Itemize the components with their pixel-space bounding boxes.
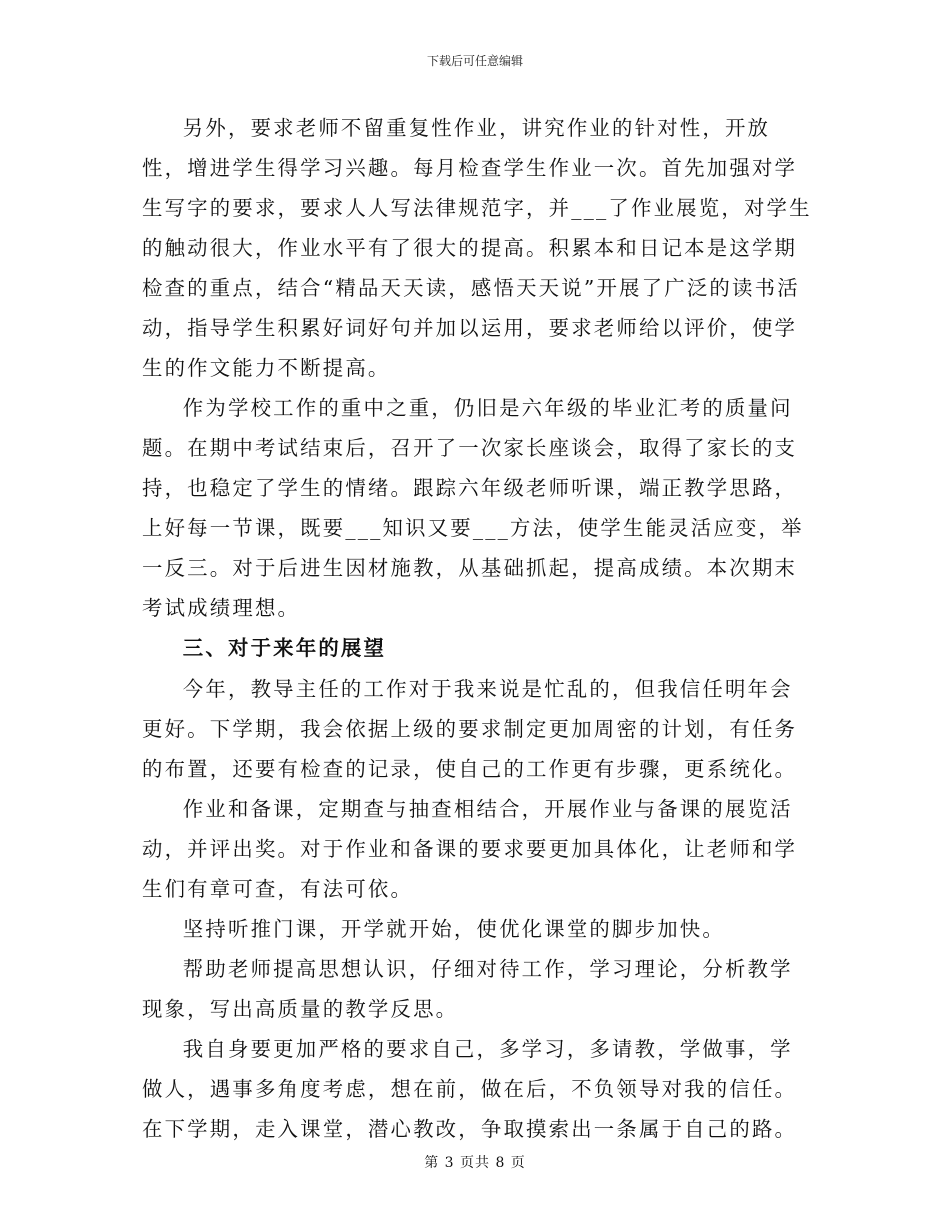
page-header: 下载后可任意编辑: [426, 54, 523, 68]
body-paragraph: 今年，教导主任的工作对于我来说是忙乱的，但我信任明年会更好。下学期，我会依据上级的要求制定更加周密的计划，有任务的布置，还要有检查的记录，使自己的工作更有步骤，更系统化。: [142, 677, 798, 781]
body-paragraph: 帮助老师提高思想认识，仔细对待工作，学习理论，分析教学现象，写出高质量的教学反思。: [142, 957, 793, 1021]
document-body: [142, 108, 814, 1149]
page-footer: 第 3 页共 8 页: [424, 1155, 526, 1171]
body-paragraph: 我自身要更加严格的要求自己，多学习，多请教，学做事，学做人，遇事多角度考虑，想在前，做在后，不负领导对我的信任。在下学期，走入课堂，潜心教改，争取摸索出一条属于自己的路。: [142, 1037, 798, 1141]
body-paragraph: 坚持听推门课，开学就开始，使优化课堂的脚步加快。: [182, 917, 725, 941]
body-paragraph: 另外，要求老师不留重复性作业，讲究作业的针对性，开放性，增进学生得学习兴趣。每月检查学生作业一次。首先加强对学生写字的要求，要求人人写法律规范字，并___了作业展览，对学生的触动很大，作业水平有了很大的提高。积累本和日记本是这学期检查的重点，结合“精品天天读，感悟天天说”开展了广泛的读书活动，指导学生积累好词好句并加以运用，要求老师给以评价，使学生的作文能力不断提高。: [142, 116, 812, 380]
section-heading: 三、对于来年的展望: [182, 636, 387, 660]
body-paragraph: 作业和备课，定期查与抽查相结合，开展作业与备课的展览活动，并评出奖。对于作业和备课的要求要更加具体化，让老师和学生们有章可查，有法可依。: [142, 797, 798, 901]
body-paragraph: 作为学校工作的重中之重，仍旧是六年级的毕业汇考的质量问题。在期中考试结束后，召开了一次家长座谈会，取得了家长的支持，也稳定了学生的情绪。跟踪六年级老师听课，端正教学思路，上好每一节课，既要___知识又要___方法，使学生能灵活应变，举一反三。对于后进生因材施教，从基础抓起，提高成绩。本次期末考试成绩理想。: [142, 396, 804, 620]
